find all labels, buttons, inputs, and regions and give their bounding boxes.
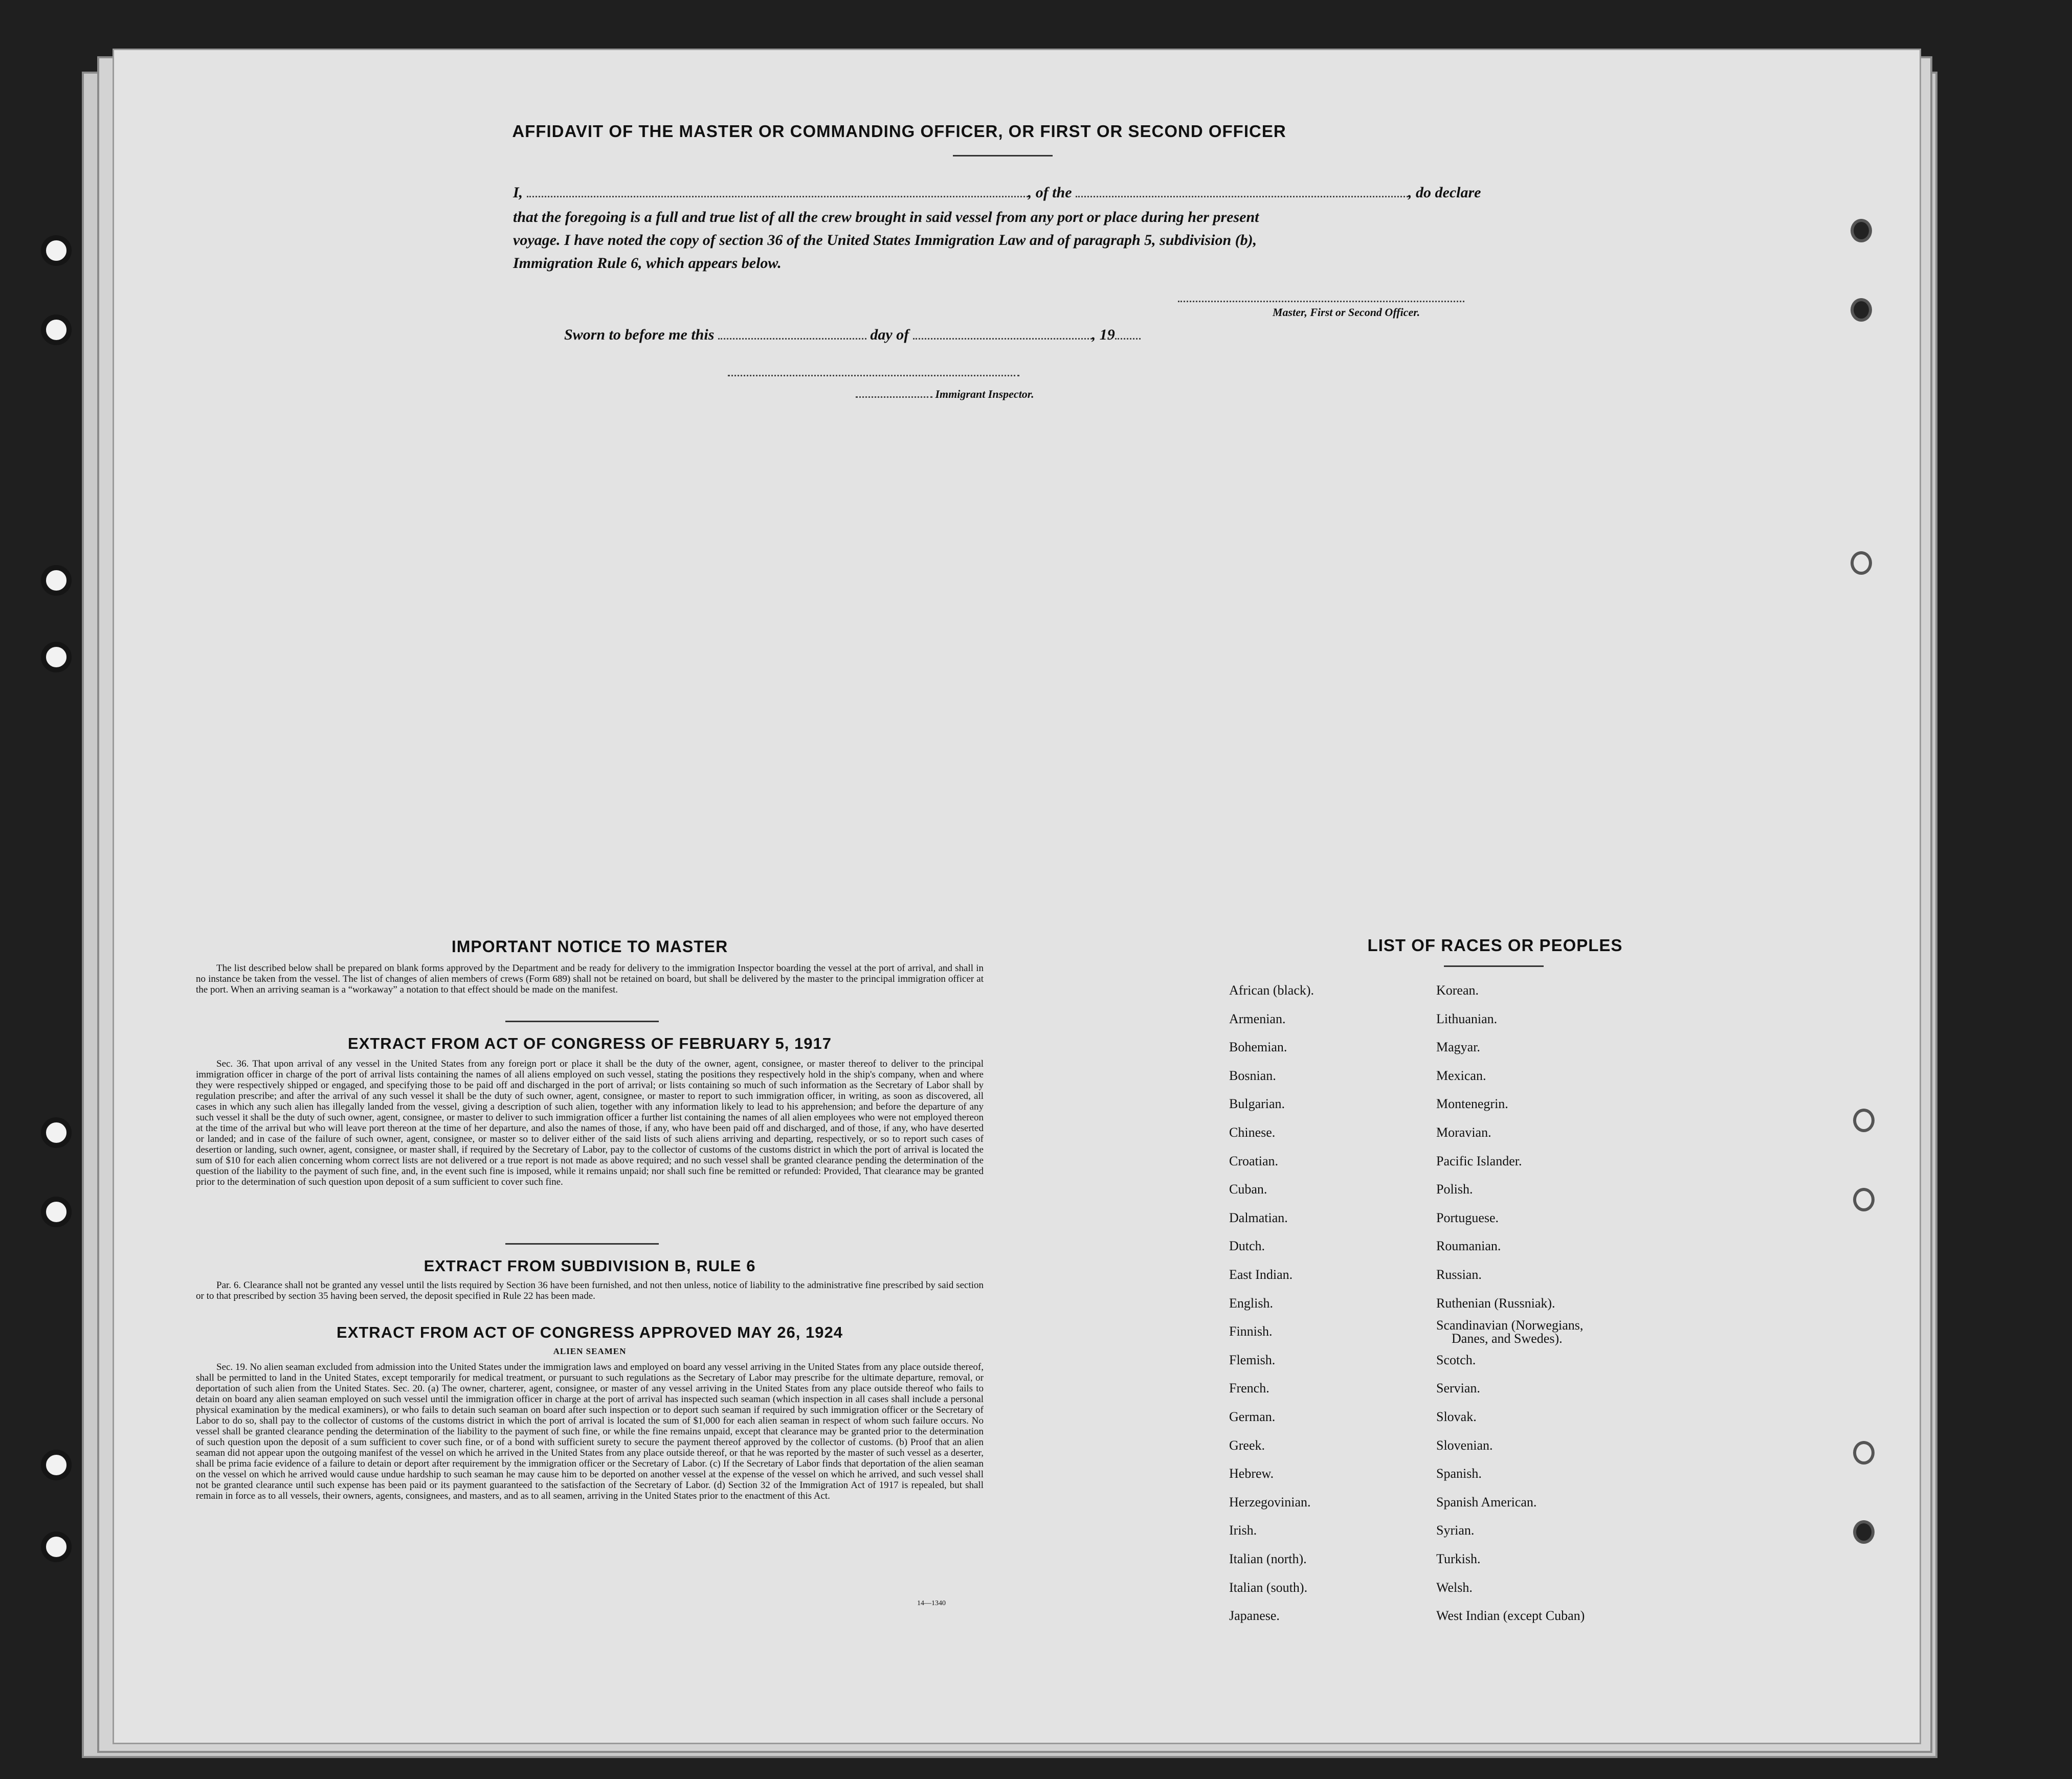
race-item: Korean. (1436, 983, 1479, 998)
binder-hole-icon (1851, 298, 1872, 322)
affidavit-i: I, (513, 184, 523, 201)
affidavit-line2: that the foregoing is a full and true list of all the crew brought in said vessel from any port or place during her present (513, 209, 1259, 226)
race-item: Roumanian. (1436, 1238, 1501, 1254)
race-item: Polish. (1436, 1182, 1473, 1197)
notice-title: IMPORTANT NOTICE TO MASTER (451, 937, 728, 956)
race-item: Hebrew. (1229, 1466, 1274, 1481)
race-item-continuation: Danes, and Swedes). (1452, 1331, 1563, 1346)
binder-hole-icon (41, 1117, 72, 1148)
race-item: Scandinavian (Norwegians, (1436, 1318, 1584, 1333)
divider (505, 1021, 659, 1022)
sworn-day-field[interactable] (718, 338, 866, 340)
extract-1924-title: EXTRACT FROM ACT OF CONGRESS APPROVED MAY 26, 1924 (337, 1323, 843, 1341)
extract-1917-text: Sec. 36. That upon arrival of any vessel in the United States from any foreign port or place it shall be the duty of the owner, agent, consignee, or master thereof to deliver to the principal immigration officer in charge of the port of arrival lists containing the names of all aliens employed on such vessel, stating the positions they respectively hold in the ship's company, when and where they were respectively shipped or engaged, and specifying those to be paid off and discharged in the port of arrival; or lists containing so much of such information as the Secretary of Labor shall by regulation prescribe; and after the arrival of any such vessel it shall be the duty of such owner, agent, consignee, or master to report to such immigration officer, in writing, as soon as discovered, all cases in which any such alien has illegally landed from the vessel, giving a description of such alien, together with any information likely to lead to his apprehension; and before the departure of any such vessel it shall be the duty of such owner, agent, consignee, or master to deliver to such immigration officer a further list containing the names of all alien employees who were not employed thereon at the time of the arrival but who will leave port thereon at the time of her departure, and also the names of those, if any, who have been paid off and discharged, and of those, if any, who have deserted or landed; and in case of the failure of such owner, agent, consignee, or master so to deliver either of the said lists of such aliens arriving and departing, respectively, or so to report such cases of desertion or landing, such owner, agent, consignee, or master shall, if required by the Secretary of Labor, pay to the collector of customs of the customs district in which the port of arrival is located the sum of $10 for each alien concerning whom correct lists are not delivered or a true report is not made as above required; and no such vessel shall be granted clearance pending the determination of the question of the liability to the payment of such fine, and, in the event such fine is imposed, while it remains unpaid; nor shall such fine be remitted or refunded: Provided, That clearance may be granted prior to the determination of such question upon deposit of a sum sufficient to cover such fine. (196, 1059, 984, 1187)
subdivision-title: EXTRACT FROM SUBDIVISION B, RULE 6 (424, 1257, 756, 1275)
race-item: Spanish. (1436, 1466, 1482, 1481)
race-item: Syrian. (1436, 1523, 1475, 1538)
race-item: Lithuanian. (1436, 1011, 1498, 1026)
race-item: Slovenian. (1436, 1437, 1493, 1453)
of-the-label: , of the (1028, 184, 1072, 201)
race-item: West Indian (except Cuban) (1436, 1608, 1585, 1624)
name-field[interactable] (527, 196, 1028, 197)
inspector-dots (856, 396, 932, 398)
race-item: African (black). (1229, 983, 1315, 998)
sworn-label: Sworn to before me this (564, 326, 715, 343)
race-item: Croatian. (1229, 1153, 1279, 1168)
inspector-line (856, 388, 1034, 401)
binder-hole-icon (1853, 1520, 1875, 1544)
form-number: 14—1340 (917, 1600, 946, 1607)
binder-hole-icon (41, 1532, 72, 1562)
race-item: Russian. (1436, 1267, 1482, 1282)
binder-hole-icon (1851, 219, 1872, 242)
race-item: Turkish. (1436, 1551, 1481, 1566)
race-item: Servian. (1436, 1381, 1480, 1396)
race-item: Moravian. (1436, 1125, 1491, 1140)
race-item: Bosnian. (1229, 1068, 1276, 1083)
race-item: Chinese. (1229, 1125, 1276, 1140)
divider (1444, 965, 1544, 967)
binder-hole-icon (41, 642, 72, 672)
race-item: Flemish. (1229, 1352, 1276, 1367)
race-item: Italian (north). (1229, 1551, 1307, 1566)
divider (953, 155, 1053, 156)
sworn-year-field[interactable] (1115, 338, 1141, 340)
binder-hole-icon (1851, 551, 1872, 575)
inspector-label: Immigrant Inspector. (935, 388, 1034, 400)
binder-hole-icon (41, 314, 72, 345)
race-item: English. (1229, 1295, 1273, 1311)
race-item: French. (1229, 1381, 1269, 1396)
sworn-line (564, 326, 1141, 344)
race-item: Finnish. (1229, 1324, 1273, 1339)
race-item: Scotch. (1436, 1352, 1476, 1367)
race-item: Greek. (1229, 1437, 1265, 1453)
binder-hole-icon (1853, 1109, 1875, 1132)
binder-hole-icon (41, 1197, 72, 1227)
binder-hole-icon (41, 235, 72, 266)
divider (505, 1243, 659, 1245)
race-item: Welsh. (1436, 1580, 1473, 1595)
affidavit-title: AFFIDAVIT OF THE MASTER OR COMMANDING OFFICER, OR FIRST OR SECOND OFFICER (512, 122, 1286, 141)
binder-hole-icon (41, 565, 72, 596)
race-item: Dutch. (1229, 1238, 1265, 1254)
binder-hole-icon (1853, 1441, 1875, 1465)
day-of-label: day of (870, 326, 909, 343)
race-item: Slovak. (1436, 1409, 1477, 1424)
races-title: LIST OF RACES OR PEOPLES (1367, 936, 1623, 955)
affidavit-line1 (513, 184, 1516, 201)
race-item: Portuguese. (1436, 1210, 1499, 1225)
race-item: Bohemian. (1229, 1040, 1287, 1055)
year-label: , 19 (1091, 326, 1115, 343)
binder-hole-icon (41, 1450, 72, 1480)
race-item: Japanese. (1229, 1608, 1280, 1624)
form-page (113, 49, 1921, 1744)
alien-seamen-subtitle: ALIEN SEAMEN (553, 1346, 627, 1356)
subdivision-text: Par. 6. Clearance shall not be granted any vessel until the lists required by Section 36 have been furnished, and not then unless, notice of liability to the administrative fine prescribed by said section or to that prescribed by section 35 having been served, the deposit specified in Rule 22 has been made. (196, 1280, 984, 1301)
vessel-field[interactable] (1076, 196, 1408, 197)
sworn-month-field[interactable] (913, 338, 1092, 340)
race-item: Mexican. (1436, 1068, 1486, 1083)
binder-hole-icon (1853, 1188, 1875, 1211)
race-item: Irish. (1229, 1523, 1257, 1538)
master-signature-field[interactable] (1178, 301, 1464, 302)
race-item: Armenian. (1229, 1011, 1286, 1026)
affidavit-line3: voyage. I have noted the copy of section 36 of the United States Immigration Law and of paragraph 5, subdivision (b), (513, 232, 1257, 249)
affidavit-line4: Immigration Rule 6, which appears below. (513, 255, 782, 272)
race-item: Ruthenian (Russniak). (1436, 1295, 1555, 1311)
race-item: Spanish American. (1436, 1494, 1537, 1510)
master-signature-label: Master, First or Second Officer. (1273, 306, 1420, 319)
race-item: German. (1229, 1409, 1276, 1424)
race-item: Dalmatian. (1229, 1210, 1288, 1225)
race-item: Italian (south). (1229, 1580, 1308, 1595)
race-item: Herzegovinian. (1229, 1494, 1311, 1510)
race-item: East Indian. (1229, 1267, 1293, 1282)
notice-text: The list described below shall be prepared on blank forms approved by the Department and be ready for delivery to the immigration Inspector boarding the vessel at the port of arrival, and shall in no instance be taken from the vessel. The list of changes of alien members of crews (Form 689) shall not be retained on board, but shall be delivered by the master to the principal immigration officer at the port. When an arriving seaman is a “workaway” a notation to that effect should be made on the manifest. (196, 963, 984, 995)
race-item: Magyar. (1436, 1040, 1480, 1055)
extract-1924-text: Sec. 19. No alien seaman excluded from admission into the United States under the immigration laws and employed on board any vessel arriving in the United States from any place outside thereof, shall be permitted to land in the United States, except temporarily for medical treatment, or pursuant to such regulations as the Secretary of Labor may prescribe for the ultimate departure, removal, or deportation of such alien from the United States. Sec. 20. (a) The owner, charterer, agent, consignee, or master of any vessel arriving in the United States from any place outside thereof who fails to detain on board any alien seaman employed on such vessel until the immigration officer in charge at the port of arrival has inspected such seaman (which inspection in all cases shall include a personal physical examination by the medical examiners), or who fails to detain such seaman on board after such inspection or to deport such seaman if required by such immigration officer or the Secretary of Labor to do so, shall pay to the collector of customs of the customs district in which the port of arrival is located the sum of $1,000 for each alien seaman in respect of whom such failure occurs. No vessel shall be granted clearance pending the determination of the liability to the payment of such fine, or while the fine remains unpaid, except that clearance may be granted prior to the determination of such question upon the deposit of a sum sufficient to cover such fine, or of a bond with sufficient surety to secure the payment thereof approved by the collector of customs. (b) Proof that an alien seaman did not appear upon the outgoing manifest of the vessel on which he arrived in the United States from any place outside thereof, or that he was reported by the master of such vessel as a deserter, shall be prima facie evidence of a failure to detain or deport after requirement by the immigration officer or the Secretary of Labor. (c) If the Secretary of Labor finds that deportation of the alien seaman on the vessel on which he arrived would cause undue hardship to such seaman he may cause him to be deported on another vessel at the expense of the vessel on which he arrived, and such vessel shall not be granted clearance until such expense has been paid or its payment guaranteed to the satisfaction of the Secretary of Labor. (d) Section 32 of the Immigration Act of 1917 is repealed, but shall remain in force as to all vessels, their owners, agents, consignees, and masters, and as to all seamen, arriving in the United States prior to the enactment of this Act. (196, 1362, 984, 1501)
race-item: Montenegrin. (1436, 1096, 1508, 1112)
extract-1917-title: EXTRACT FROM ACT OF CONGRESS OF FEBRUARY 5, 1917 (348, 1034, 832, 1052)
race-item: Cuban. (1229, 1182, 1267, 1197)
race-item: Bulgarian. (1229, 1096, 1285, 1112)
race-item: Pacific Islander. (1436, 1153, 1522, 1168)
inspector-signature-field[interactable] (728, 375, 1019, 376)
declare-label: , do declare (1408, 184, 1481, 201)
